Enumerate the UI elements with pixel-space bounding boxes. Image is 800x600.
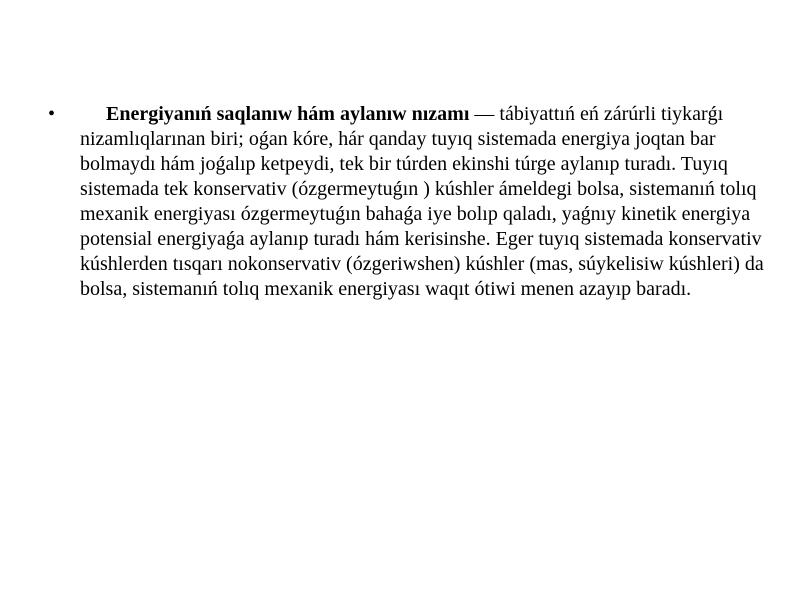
bullet-paragraph: [80, 102, 768, 302]
bold-term: Energiyanıń saqlanıw hám aylanıw nızamı: [106, 103, 470, 125]
paragraph-body: — tábiyattıń eń zárúrli tiykarǵı nizamlıqlarınan biri; oǵan kóre, hár qanday tuyıq sistemada energiya joqtan bar bolmaydı hám joǵalıp ketpeydi, tek bir túrden ekinshi túrge aylanıp turadı. Tuyıq sistemada tek konservativ (ózgermeytuǵın ) kúshler ámeldegi bolsa, sistemanıń tolıq mexanik energiyası ózgermeytuǵın bahaǵa iye bolıp qaladı, yaǵnıy kinetik energiya potensial energiyaǵa aylanıp turadı hám kerisinshe. Eger tuyıq sistemada konservativ kúshlerden tısqarı nokonservativ (ózgeriwshen) kúshler (mas, súykelisiw kúshleri) da bolsa, sistemanıń tolıq mexanik energiyası waqıt ótiwi menen azayıp baradı.: [80, 103, 764, 300]
bullet-item: [48, 102, 768, 302]
bullet-marker: •: [48, 103, 56, 125]
